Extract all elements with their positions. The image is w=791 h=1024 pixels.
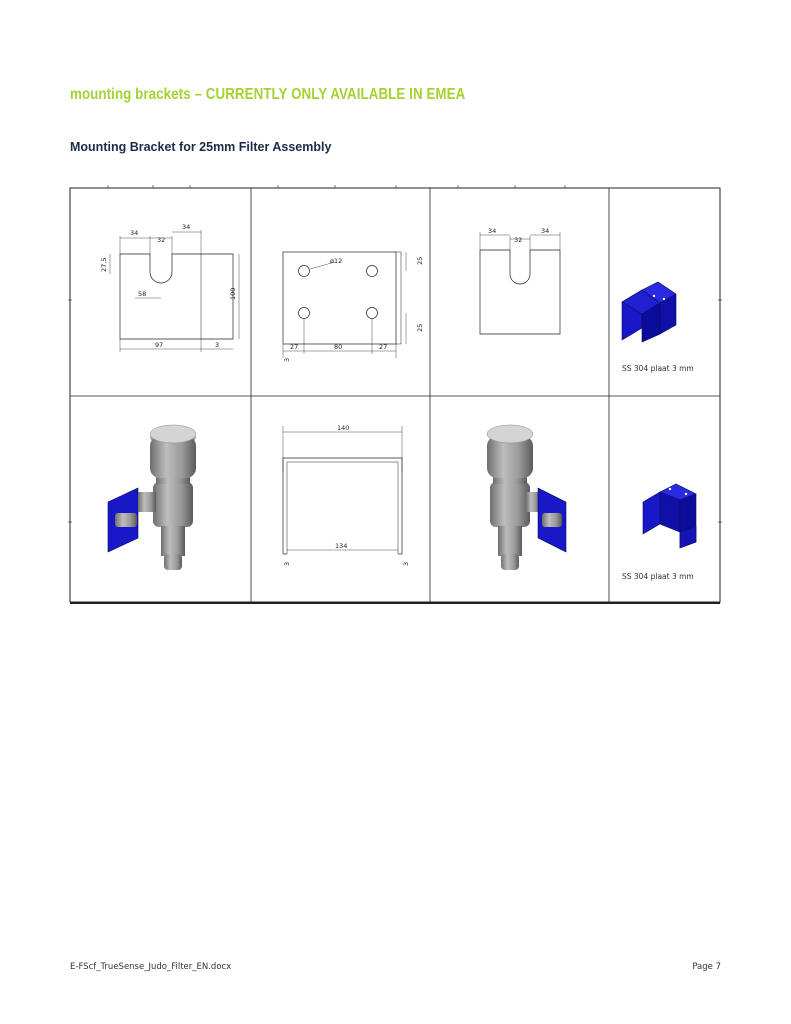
filter-assembly-3d-left xyxy=(108,425,196,570)
dim-hole-mid: 80 xyxy=(334,343,343,351)
dim-hole-diameter: ø12 xyxy=(330,257,343,265)
dim-front-top-mid: 32 xyxy=(157,236,166,244)
dim-front-top-right: 34 xyxy=(182,223,191,231)
back-view-drawing xyxy=(480,232,560,334)
dim-hole-top-offset: 25 xyxy=(416,256,424,265)
dim-back-top-mid: 32 xyxy=(514,236,523,244)
dim-top-inner: 134 xyxy=(335,542,348,550)
dim-hole-right: 27 xyxy=(379,343,388,351)
dim-hole-left: 27 xyxy=(290,343,299,351)
filter-assembly-3d-right xyxy=(487,425,566,570)
dim-back-top-right: 34 xyxy=(541,227,550,235)
dim-front-slot-depth: 27,5 xyxy=(100,257,108,272)
dim-top-left-thickness: 3 xyxy=(283,561,291,566)
dim-front-width: 97 xyxy=(155,341,164,349)
material-note-top: SS 304 plaat 3 mm xyxy=(622,364,694,373)
footer-page-number: Page 7 xyxy=(692,962,721,972)
technical-drawing xyxy=(60,182,730,610)
section-heading: mounting brackets – CURRENTLY ONLY AVAILABLE IN EMEA xyxy=(70,86,466,103)
section-subheading: Mounting Bracket for 25mm Filter Assembly xyxy=(70,140,332,154)
bracket-3d-bottom xyxy=(643,484,696,548)
bracket-3d-top xyxy=(622,282,676,342)
hole-view-drawing xyxy=(283,252,406,358)
material-note-bottom: SS 304 plaat 3 mm xyxy=(622,572,694,581)
dim-hole-bottom-offset: 25 xyxy=(416,323,424,332)
dim-front-height: 100 xyxy=(229,287,237,300)
dim-hole-thickness: 3 xyxy=(283,357,291,362)
dim-top-right-thickness: 3 xyxy=(402,561,410,566)
dim-front-top-left: 34 xyxy=(130,229,139,237)
top-view-drawing xyxy=(283,426,402,554)
dim-front-thickness: 3 xyxy=(215,341,220,349)
footer-filename: E-FScf_TrueSense_Judo_Filter_EN.docx xyxy=(70,962,232,972)
front-view-drawing xyxy=(110,230,239,352)
dim-top-overall: 140 xyxy=(337,424,350,432)
dim-front-slot-center: 58 xyxy=(138,290,147,298)
dim-back-top-left: 34 xyxy=(488,227,497,235)
